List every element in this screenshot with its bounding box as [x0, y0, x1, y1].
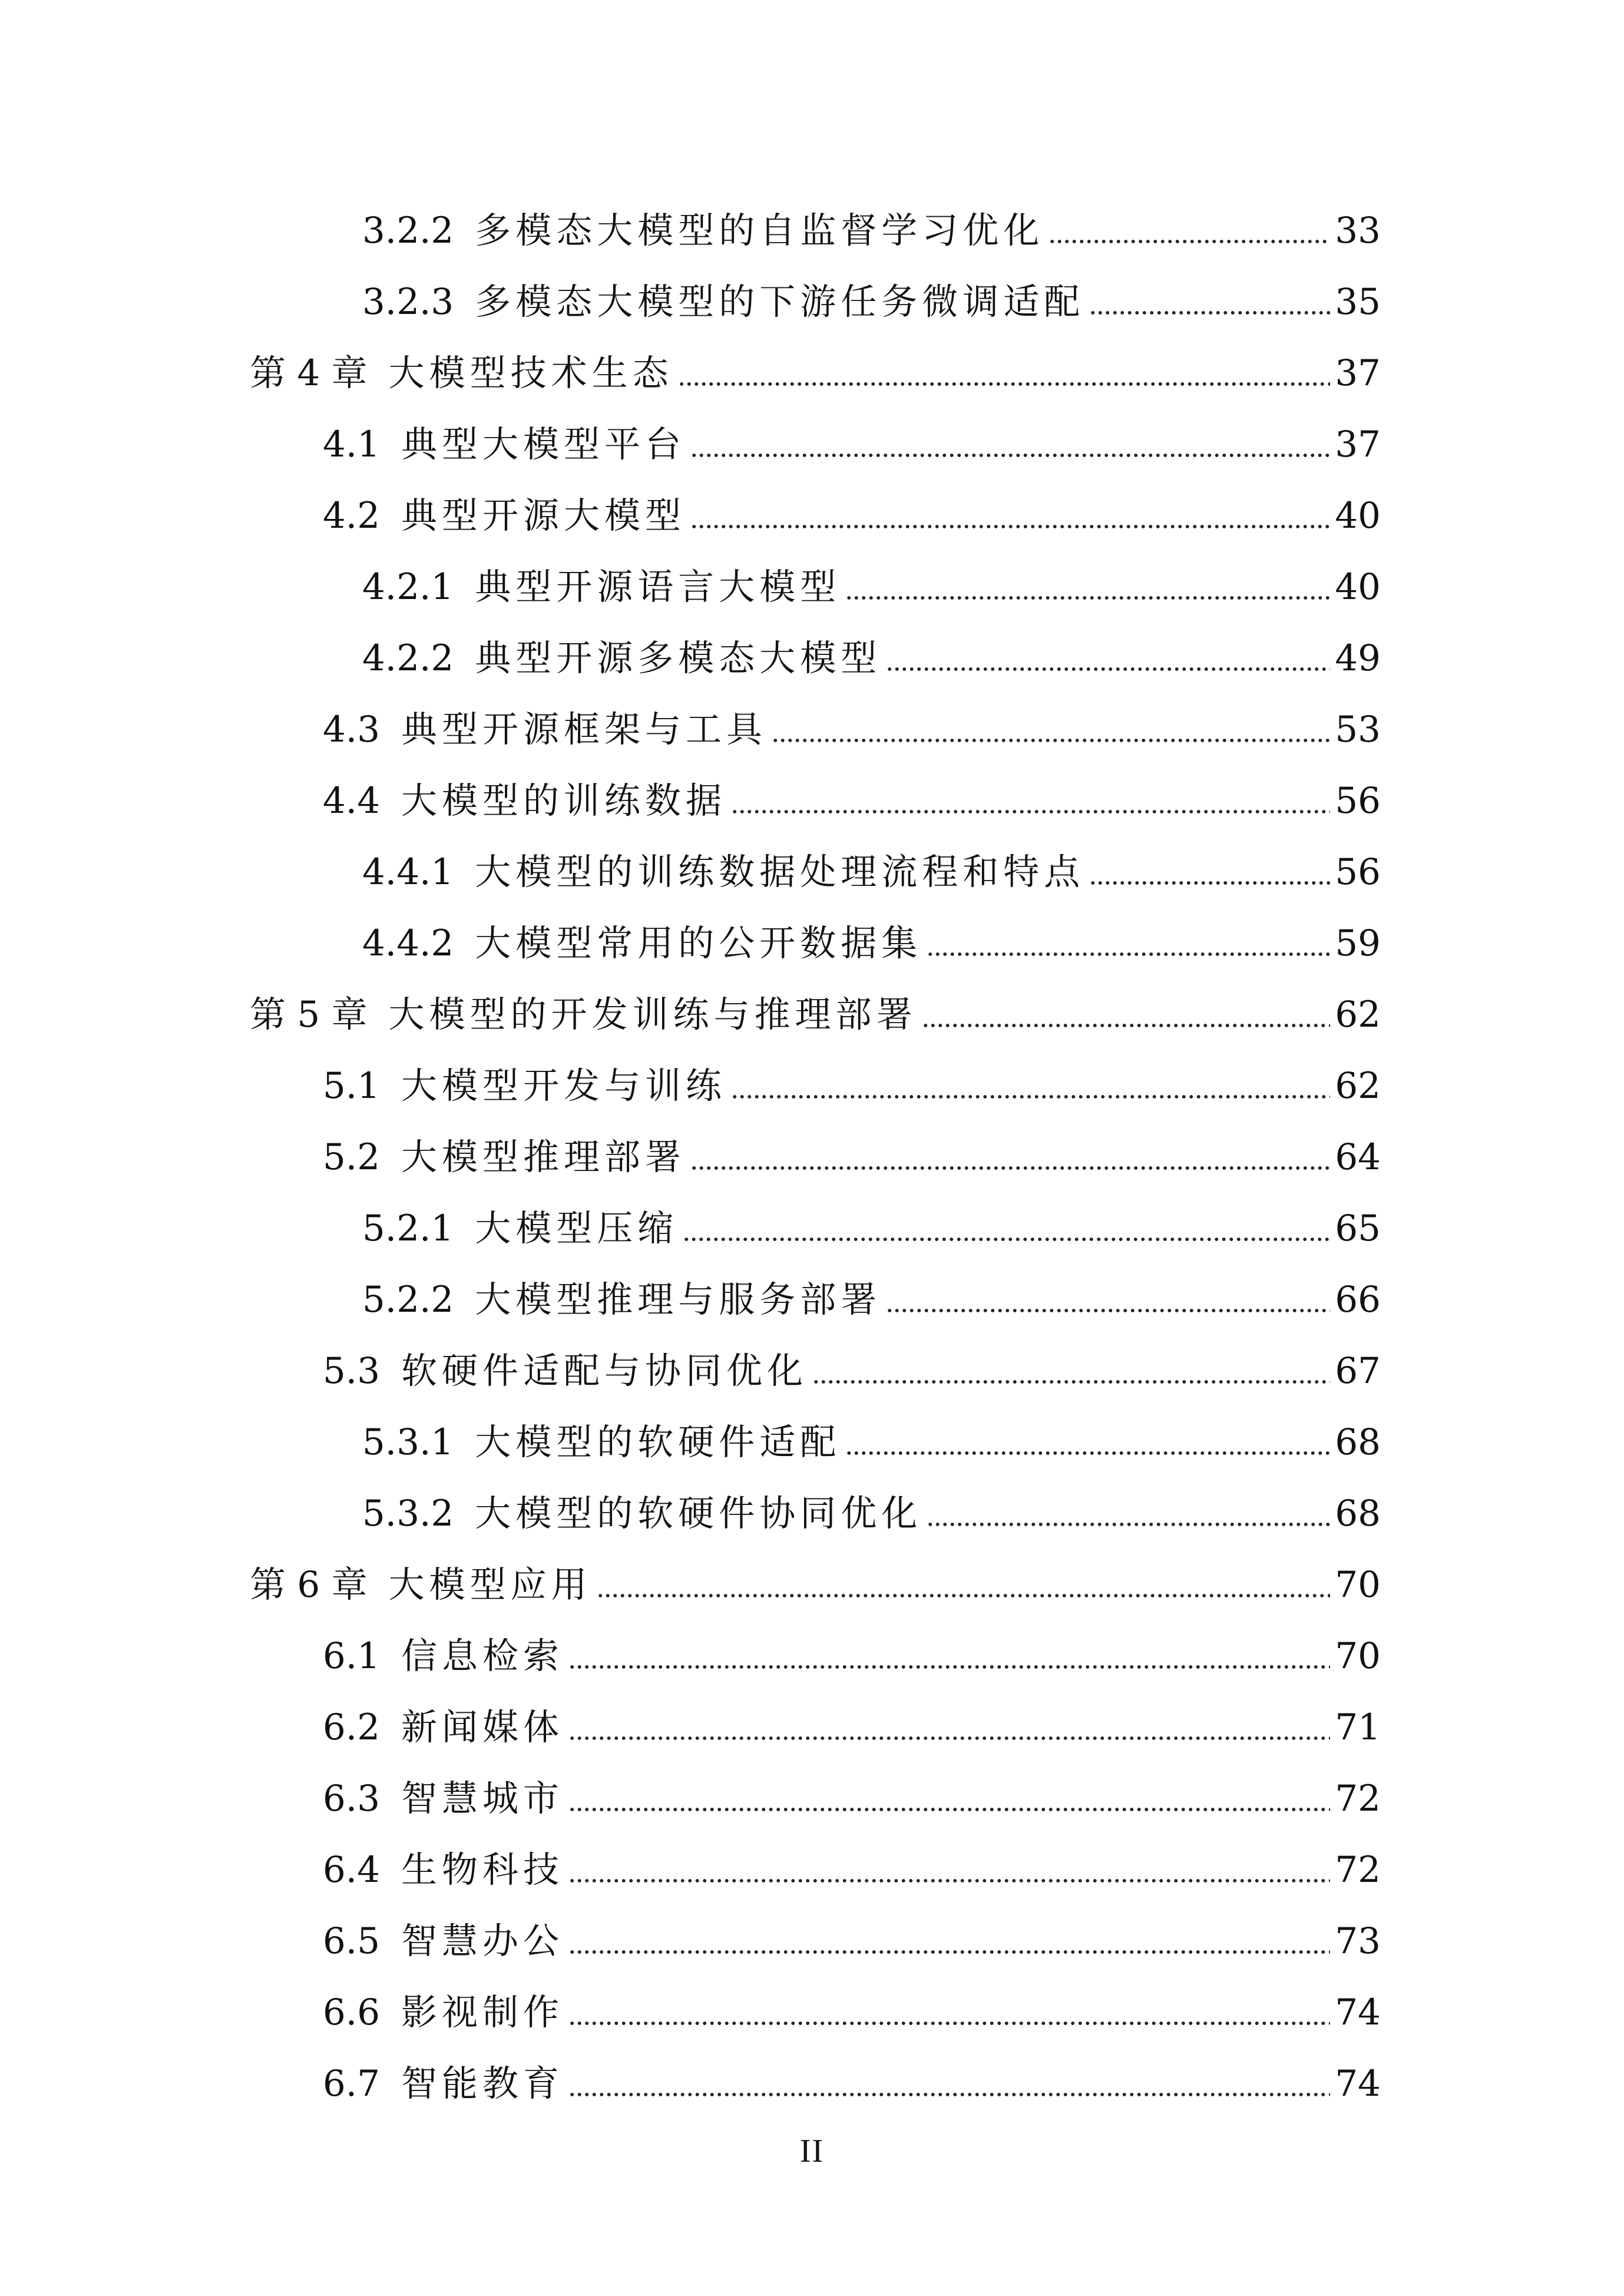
- toc-entry-page: 68: [1335, 1493, 1381, 1534]
- toc-entry-page: 67: [1335, 1350, 1381, 1392]
- toc-entry-number: 5.2: [323, 1136, 381, 1178]
- toc-entry[interactable]: [0, 908, 1624, 979]
- toc-entry-title: 典型开源框架与工具: [401, 709, 768, 750]
- toc-entry[interactable]: [0, 338, 1624, 409]
- toc-entry-title: 大模型开发与训练: [401, 1065, 727, 1107]
- toc-entry[interactable]: [0, 2048, 1624, 2119]
- toc-entry-page: 40: [1335, 495, 1381, 537]
- toc-entry[interactable]: [0, 979, 1624, 1050]
- toc-entry-number: 6.4: [323, 1849, 381, 1891]
- toc-entry-page: 62: [1335, 994, 1381, 1035]
- toc-entry-page: 65: [1335, 1207, 1381, 1249]
- toc-entry-title: 智慧办公: [401, 1920, 564, 1962]
- toc-entry-page: 68: [1335, 1421, 1381, 1463]
- dot-leader: [597, 1592, 1331, 1599]
- toc-entry[interactable]: [0, 1407, 1624, 1478]
- toc-entry-title: 智慧城市: [401, 1778, 564, 1819]
- dot-leader: [845, 594, 1330, 601]
- toc-entry-number: 6.7: [323, 2063, 381, 2105]
- toc-entry-number: 4.4.1: [362, 851, 454, 893]
- toc-entry-number: 4.4.2: [362, 922, 454, 964]
- toc-entry[interactable]: [0, 1193, 1624, 1264]
- toc-entry[interactable]: [0, 1050, 1624, 1121]
- toc-entry[interactable]: [0, 1763, 1624, 1834]
- toc-entry-number: 4.2.1: [362, 566, 454, 608]
- dot-leader: [568, 1948, 1330, 1956]
- toc-entry-number: 5.1: [323, 1065, 381, 1107]
- toc-entry-number: 6.5: [323, 1920, 381, 1962]
- toc-entry-title: 大模型压缩: [475, 1207, 679, 1249]
- toc-entry[interactable]: [0, 1834, 1624, 1905]
- toc-entry[interactable]: [0, 836, 1624, 908]
- table-of-contents: [0, 195, 1624, 2119]
- toc-entry-number: 6.6: [323, 1991, 381, 2033]
- toc-entry[interactable]: [0, 1620, 1624, 1692]
- dot-leader: [568, 1663, 1330, 1670]
- dot-leader: [568, 2091, 1330, 2098]
- dot-leader: [1089, 879, 1330, 886]
- toc-entry-page: 62: [1335, 1065, 1381, 1107]
- toc-entry[interactable]: [0, 480, 1624, 551]
- toc-entry-page: 49: [1335, 637, 1381, 679]
- toc-entry[interactable]: [0, 1549, 1624, 1620]
- dot-leader: [886, 1307, 1330, 1314]
- toc-entry-title: 信息检索: [401, 1635, 564, 1677]
- toc-entry-title: 大模型推理部署: [401, 1136, 686, 1178]
- toc-entry-title: 大模型应用: [388, 1564, 592, 1606]
- dot-leader: [568, 1877, 1330, 1884]
- toc-entry-page: 72: [1335, 1778, 1381, 1819]
- toc-entry-page: 71: [1335, 1706, 1381, 1748]
- toc-entry-page: 40: [1335, 566, 1381, 608]
- dot-leader: [568, 1735, 1330, 1742]
- toc-entry-title: 大模型常用的公开数据集: [475, 922, 922, 964]
- dot-leader: [683, 1236, 1330, 1243]
- toc-entry-title: 大模型的软硬件协同优化: [475, 1493, 922, 1534]
- dot-leader: [568, 2020, 1330, 2027]
- dot-leader: [731, 808, 1330, 815]
- toc-entry-title: 新闻媒体: [401, 1706, 564, 1748]
- toc-entry-title: 大模型的训练数据: [401, 780, 727, 822]
- toc-entry[interactable]: [0, 1478, 1624, 1549]
- dot-leader: [690, 523, 1330, 530]
- toc-entry[interactable]: [0, 1977, 1624, 2048]
- toc-entry-title: 大模型推理与服务部署: [475, 1279, 882, 1321]
- dot-leader: [568, 1806, 1330, 1813]
- toc-entry-number: 5.3.1: [362, 1421, 454, 1463]
- dot-leader: [922, 1022, 1331, 1029]
- toc-entry-page: 56: [1335, 780, 1381, 822]
- dot-leader: [731, 1093, 1330, 1100]
- toc-entry-page: 59: [1335, 922, 1381, 964]
- toc-entry-number: 4.2: [323, 495, 381, 537]
- dot-leader: [927, 951, 1330, 958]
- toc-entry-title: 典型开源大模型: [401, 495, 686, 537]
- toc-entry-title: 智能教育: [401, 2063, 564, 2105]
- dot-leader: [690, 452, 1330, 459]
- toc-entry-title: 大模型的软硬件适配: [475, 1421, 841, 1463]
- dot-leader: [772, 737, 1330, 744]
- dot-leader: [812, 1378, 1330, 1385]
- dot-leader: [886, 666, 1330, 673]
- dot-leader: [845, 1450, 1330, 1457]
- toc-entry-page: 70: [1335, 1635, 1381, 1677]
- toc-entry-number: 4.1: [323, 424, 381, 465]
- toc-entry-page: 37: [1335, 352, 1381, 394]
- toc-entry-title: 典型开源语言大模型: [475, 566, 841, 608]
- toc-entry-title: 多模态大模型的自监督学习优化: [475, 210, 1044, 252]
- dot-leader: [1089, 309, 1330, 316]
- toc-entry-number: 5.3.2: [362, 1493, 454, 1534]
- toc-entry-page: 74: [1335, 1991, 1381, 2033]
- toc-entry-number: 3.2.2: [362, 210, 454, 252]
- toc-entry-number: 5.2.1: [362, 1207, 454, 1249]
- toc-entry-page: 37: [1335, 424, 1381, 465]
- toc-entry[interactable]: [0, 1905, 1624, 1977]
- dot-leader: [927, 1521, 1330, 1528]
- page-number: II: [799, 2133, 825, 2169]
- toc-entry[interactable]: [0, 266, 1624, 338]
- toc-entry[interactable]: [0, 1335, 1624, 1407]
- toc-entry-page: 64: [1335, 1136, 1381, 1178]
- toc-entry-number: 6.3: [323, 1778, 381, 1819]
- toc-entry[interactable]: [0, 623, 1624, 694]
- toc-entry-title: 影视制作: [401, 1991, 564, 2033]
- toc-entry-page: 53: [1335, 709, 1381, 750]
- toc-entry-number: 4.4: [323, 780, 381, 822]
- toc-entry-title: 大模型的开发训练与推理部署: [388, 994, 917, 1035]
- toc-entry-number: 第 6 章: [250, 1564, 368, 1606]
- dot-leader: [678, 381, 1331, 388]
- toc-entry[interactable]: [0, 409, 1624, 480]
- toc-entry-title: 典型大模型平台: [401, 424, 686, 465]
- toc-entry-page: 56: [1335, 851, 1381, 893]
- toc-entry-title: 典型开源多模态大模型: [475, 637, 882, 679]
- toc-entry-title: 大模型的训练数据处理流程和特点: [475, 851, 1085, 893]
- toc-entry-page: 66: [1335, 1279, 1381, 1321]
- toc-entry-page: 74: [1335, 2063, 1381, 2105]
- toc-entry-number: 6.1: [323, 1635, 381, 1677]
- toc-entry-number: 6.2: [323, 1706, 381, 1748]
- toc-entry[interactable]: [0, 1264, 1624, 1335]
- toc-entry[interactable]: [0, 195, 1624, 266]
- dot-leader: [690, 1164, 1330, 1172]
- toc-entry-page: 73: [1335, 1920, 1381, 1962]
- toc-entry[interactable]: [0, 1692, 1624, 1763]
- toc-entry-title: 生物科技: [401, 1849, 564, 1891]
- toc-entry-number: 5.3: [323, 1350, 381, 1392]
- toc-entry[interactable]: [0, 1121, 1624, 1193]
- toc-entry-number: 5.2.2: [362, 1279, 454, 1321]
- toc-entry-page: 72: [1335, 1849, 1381, 1891]
- toc-entry-title: 多模态大模型的下游任务微调适配: [475, 281, 1085, 323]
- toc-entry-number: 4.2.2: [362, 637, 454, 679]
- toc-entry[interactable]: [0, 551, 1624, 623]
- toc-entry-number: 第 4 章: [250, 352, 368, 394]
- toc-entry-number: 3.2.3: [362, 281, 454, 323]
- toc-entry-title: 大模型技术生态: [388, 352, 673, 394]
- toc-entry-number: 4.3: [323, 709, 381, 750]
- toc-entry-number: 第 5 章: [250, 994, 368, 1035]
- toc-entry-page: 70: [1335, 1564, 1381, 1606]
- toc-entry-page: 33: [1335, 210, 1381, 252]
- toc-entry[interactable]: [0, 765, 1624, 836]
- toc-entry[interactable]: [0, 694, 1624, 765]
- toc-entry-title: 软硬件适配与协同优化: [401, 1350, 808, 1392]
- toc-entry-page: 35: [1335, 281, 1381, 323]
- dot-leader: [1049, 238, 1330, 245]
